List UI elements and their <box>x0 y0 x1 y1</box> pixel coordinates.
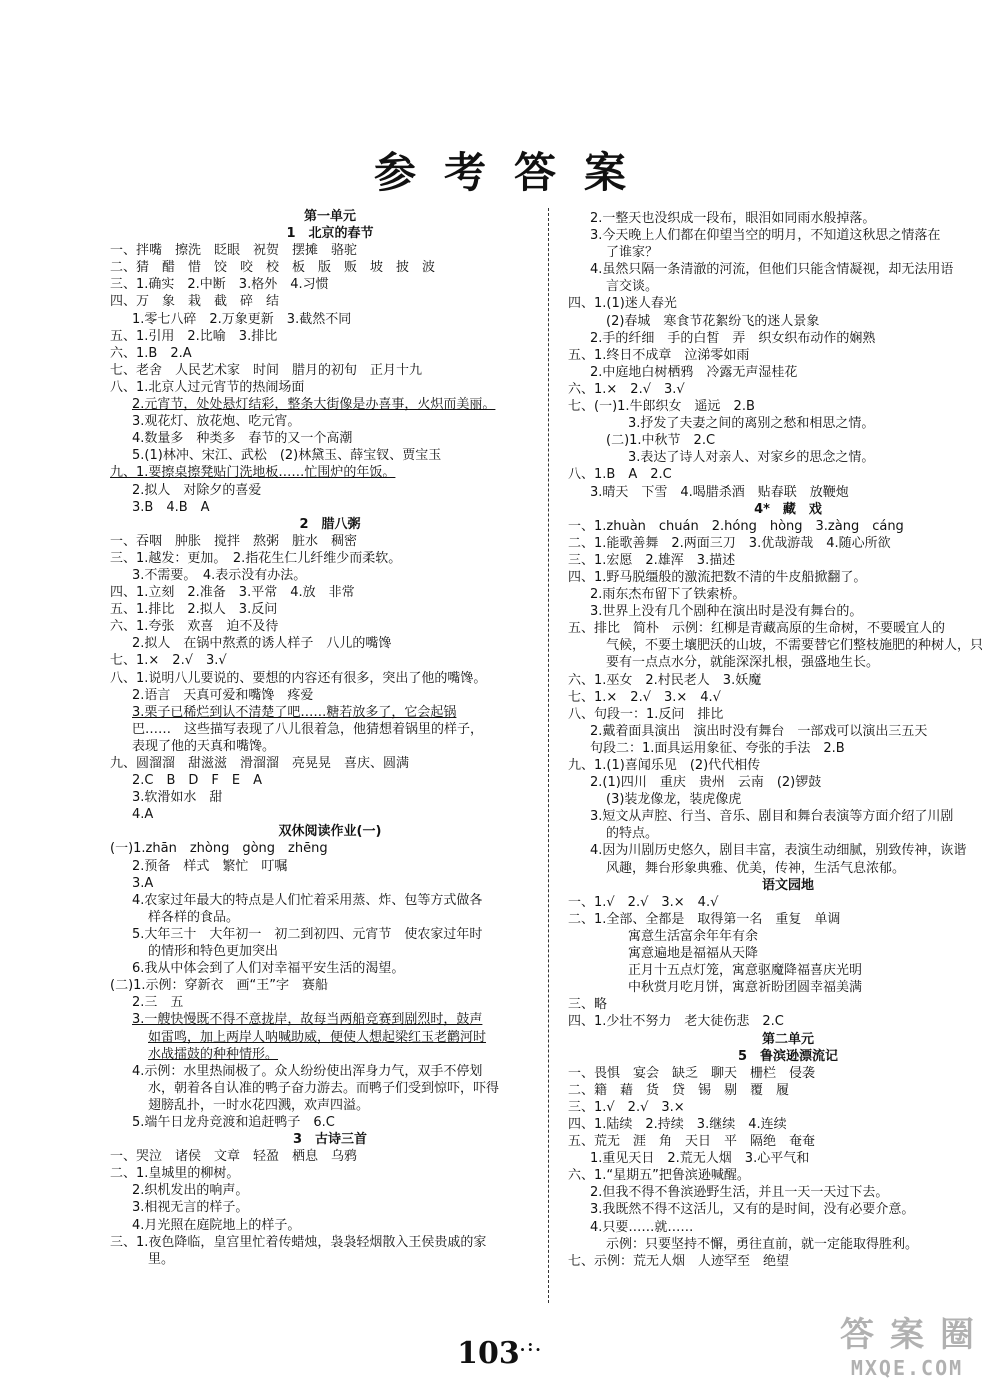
answer-line <box>110 960 550 977</box>
answer-text: 5.(1)林冲、宋江、武松 (2)林黛玉、薛宝钗、贾宝玉 <box>132 448 442 464</box>
answer-text: 2.手的纤细 手的白皙 弄 织女织布动作的娴熟 <box>590 330 876 346</box>
answer-text: 2.一整天也没织成一段布，眼泪如同雨水般掉落。 <box>590 211 876 226</box>
answer-line <box>110 755 550 772</box>
section-heading <box>568 501 1000 518</box>
answer-line <box>110 1199 550 1216</box>
section-heading <box>568 1048 1000 1065</box>
answer-line <box>110 1182 550 1199</box>
answer-text: 三、1.越发：更加。 2.指花生仁儿纤维少而柔软。 <box>110 550 402 566</box>
answer-line <box>568 586 1000 603</box>
answer-line <box>568 962 1000 979</box>
column-divider <box>548 208 549 1303</box>
answer-line <box>110 311 550 328</box>
answer-line <box>568 484 1000 501</box>
answer-line <box>110 772 550 789</box>
answer-text: 四、1.陆续 2.持续 3.继续 4.连续 <box>568 1116 787 1132</box>
answer-line <box>568 1219 1000 1236</box>
answer-text: 六、1.巫女 2.村民老人 3.妖魔 <box>568 672 762 688</box>
answer-line <box>110 687 550 704</box>
answer-line <box>568 791 1000 808</box>
answer-text: 2.戴着面具演出 演出时没有舞台 一部戏可以演出三五天 <box>590 723 928 739</box>
answer-line <box>110 345 550 362</box>
answer-line <box>568 706 1000 723</box>
answer-line <box>568 1253 1000 1270</box>
answer-text: 2.拟人 对除夕的喜爱 <box>132 482 262 498</box>
watermark-logo <box>832 1307 982 1387</box>
answer-text: 要有一点点水分，就能深深扎根，强盛地生长。 <box>606 655 880 671</box>
left-column <box>110 208 550 1268</box>
answer-text: 第一单元 <box>303 209 356 224</box>
answer-line <box>110 1063 550 1080</box>
answer-line <box>110 482 550 499</box>
answer-text: 第二单元 <box>761 1031 814 1047</box>
answer-text: 七、1.× 2.√ 3.× 4.√ <box>568 689 721 705</box>
answer-text: 三、1.夜色降临，皇宫里忙着传蜡烛，袅袅轻烟散入王侯贵戚的家 <box>110 1234 487 1250</box>
answer-text: 3.相视无言的样子。 <box>132 1200 249 1216</box>
answer-line <box>568 945 1000 962</box>
section-heading <box>568 1031 1000 1048</box>
answer-text: 1.重见天日 2.荒无人烟 3.心平气和 <box>590 1151 810 1167</box>
answer-line <box>568 1201 1000 1218</box>
answer-line <box>110 328 550 345</box>
answer-line <box>568 210 1000 227</box>
answer-line <box>568 449 1000 466</box>
answer-line <box>110 430 550 447</box>
answer-line <box>110 840 550 857</box>
answer-text: 三、1.√ 2.√ 3.× <box>568 1099 685 1115</box>
answer-line <box>568 1082 1000 1099</box>
answer-text: 九、圆溜溜 甜滋滋 滑溜溜 亮晃晃 喜庆、圆满 <box>110 756 410 771</box>
answer-line <box>568 330 1000 347</box>
watermark-site: MXQE.COM <box>850 1356 964 1380</box>
answer-line <box>110 1114 550 1131</box>
answer-text: 里。 <box>148 1251 175 1267</box>
answer-line <box>110 909 550 926</box>
answer-line <box>110 721 550 738</box>
answer-text: 3.晴天 下雪 4.喝腊杀酒 贴春联 放鞭炮 <box>590 484 849 500</box>
answer-line <box>110 584 550 601</box>
answer-text: 3 古诗三首 <box>292 1132 368 1148</box>
answer-line <box>110 276 550 293</box>
answer-line <box>568 535 1000 552</box>
answer-text: (一)1.zhān zhòng gòng zhēng <box>110 841 328 857</box>
answer-line <box>568 466 1000 483</box>
answer-text: 六、1.夸张 欢喜 迫不及待 <box>110 619 279 635</box>
answer-text: 翅膀乱扑，一时水花四溅，欢声四溢。 <box>148 1097 370 1113</box>
answer-text: 一、1.zhuàn chuán 2.hóng hòng 3.zàng cáng <box>568 518 904 534</box>
answer-text: 四、1.野马脱缰般的激流把数不清的牛皮船掀翻了。 <box>568 569 867 585</box>
answer-line <box>110 1217 550 1234</box>
answer-line <box>568 347 1000 364</box>
answer-text: 2.雨东杰布留下了铁索桥。 <box>590 587 746 603</box>
answer-text: 1 北京的春节 <box>286 226 374 242</box>
answer-text: 如雷鸣，加上两岸人呐喊助威，便使人想起梁红玉老鹳河时 <box>148 1029 487 1045</box>
answer-text: 寓意生活富余年年有余 <box>628 928 759 944</box>
answer-line <box>110 806 550 823</box>
answer-text: 3.一艘快慢既不得不意拢岸，故每当两船竞赛到剧烈时，鼓声 <box>132 1012 483 1028</box>
answer-line <box>110 738 550 755</box>
answer-line <box>110 670 550 687</box>
answer-text: 3.栗子已稀烂到认不清楚了吧……糖若放多了，它会起锅 <box>132 704 457 720</box>
answer-text: 六、1.B 2.A <box>110 345 192 361</box>
answer-text: 4.农家过年最大的特点是人们忙着采用蒸、炸、包等方式做各 <box>132 892 483 908</box>
answer-line <box>568 227 1000 244</box>
section-heading <box>110 225 550 242</box>
watermark-char: 案 <box>890 1315 924 1355</box>
answer-line <box>568 996 1000 1013</box>
answer-text: 寓意遍地是福福从天降 <box>628 946 759 962</box>
answer-line <box>110 1011 550 1028</box>
answer-line <box>568 911 1000 928</box>
answer-text: 正月十五点灯笼，寓意驱魔降福喜庆光明 <box>628 963 863 979</box>
answer-line <box>568 1236 1000 1253</box>
answer-line <box>568 364 1000 381</box>
section-heading <box>568 877 1000 894</box>
answer-text: 4* 藏 戏 <box>754 501 822 517</box>
section-heading <box>110 1131 550 1148</box>
section-heading <box>110 208 550 225</box>
answer-line <box>110 293 550 310</box>
answer-line <box>568 672 1000 689</box>
answer-text: 5 鲁滨逊漂流记 <box>737 1048 839 1064</box>
answer-text: 3.短文从声腔、行当、音乐、剧目和舞台表演等方面介绍了川剧 <box>590 809 954 825</box>
answer-line <box>110 379 550 396</box>
answer-text: 4.A <box>132 807 154 823</box>
answer-line <box>110 994 550 1011</box>
answer-text: 2.拟人 在锅中熬煮的诱人样子 八儿的嘴馋 <box>132 636 392 652</box>
answer-line <box>568 398 1000 415</box>
answer-text: 4.虽然只隔一条清澈的河流，但他们只能含情凝视，却无法用语 <box>590 262 954 278</box>
answer-text: 2.三 五 <box>132 995 184 1011</box>
answer-line <box>568 313 1000 330</box>
answer-line <box>110 1080 550 1097</box>
answer-text: 八、1.B A 2.C <box>568 467 672 483</box>
answer-text: 3.世界上没有几个剧种在演出时是没有舞台的。 <box>590 604 863 620</box>
answer-line <box>110 601 550 618</box>
answer-text: 2.C B D F E A <box>132 773 262 789</box>
answer-text: 一、吞咽 肿胀 搅拌 熬粥 脏水 稠密 <box>110 533 358 549</box>
answer-line <box>568 1133 1000 1150</box>
answer-line <box>110 858 550 875</box>
answer-text: 3.今天晚上人们都在仰望当空的明月，不知道这秋思之情落在 <box>590 228 941 244</box>
answer-line <box>110 447 550 464</box>
answer-line <box>110 413 550 430</box>
answer-text: 3.表达了诗人对亲人、对家乡的思念之情。 <box>628 450 875 466</box>
answer-text: 五、荒无 涯 角 天日 平 隔绝 奄奄 <box>568 1134 816 1150</box>
answer-line <box>568 620 1000 637</box>
answer-line <box>568 1184 1000 1201</box>
answer-text: 风趣，舞台形象典雅、优美，传神，生活气息浓郁。 <box>606 860 906 876</box>
answer-text: 6.我从中体会到了人们对幸福平安生活的渴望。 <box>132 961 405 977</box>
answer-text: 的特点。 <box>606 826 659 842</box>
answer-text: 三、1.确实 2.中断 3.格外 4.习惯 <box>110 277 329 293</box>
answer-line <box>568 415 1000 432</box>
answer-text: 七、(一)1.牛郎织女 遥远 2.B <box>568 399 755 415</box>
answer-text: (二)1.中秋节 2.C <box>606 433 716 449</box>
answer-text: 六、1.× 2.√ 3.√ <box>568 381 685 397</box>
answer-text: 4.只要……就…… <box>590 1219 694 1235</box>
answer-text: 5.端午日龙舟竞渡和追赶鸭子 6.C <box>132 1114 335 1130</box>
answer-line <box>568 894 1000 911</box>
answer-text: 中秋赏月吃月饼，寓意祈盼团圆幸福美满 <box>628 980 863 996</box>
watermark-char: 答 <box>840 1315 874 1355</box>
answer-line <box>110 652 550 669</box>
answer-text: 二、1.全部、全都是 取得第一名 重复 单调 <box>568 911 841 927</box>
answer-line <box>568 603 1000 620</box>
answer-line <box>110 242 550 259</box>
answer-text: 五、1.引用 2.比喻 3.排比 <box>110 328 278 344</box>
answer-text: 二、猜 醋 惜 饺 咬 校 板 版 贩 坡 披 波 <box>110 260 436 276</box>
watermark-char: 圈 <box>940 1315 974 1355</box>
answer-text: 3.观花灯、放花炮、吃元宵。 <box>132 414 301 430</box>
answer-text: 七、老舍 人民艺术家 时间 腊月的初旬 正月十九 <box>110 362 423 378</box>
answer-text: 九、1.要擦桌擦凳贴门洗地板……忙围炉的年饭。 <box>110 465 396 481</box>
answer-text: 一、哭泣 诸侯 文章 轻盈 栖息 乌鸦 <box>110 1149 358 1165</box>
answer-text: 九、1.(1)喜闻乐见 (2)代代相传 <box>568 758 761 773</box>
answer-line <box>110 464 550 481</box>
answer-line <box>568 1116 1000 1133</box>
answer-text: 2.语言 天真可爱和嘴馋 疼爱 <box>132 687 314 703</box>
answer-text: 二、1.皇城里的柳树。 <box>110 1166 240 1182</box>
answer-text: 巴…… 这些描写表现了八儿很着急，他猜想着锅里的样子， <box>132 721 484 737</box>
answer-line <box>110 533 550 550</box>
answer-line <box>110 943 550 960</box>
section-heading <box>110 516 550 533</box>
answer-line <box>110 259 550 276</box>
answer-line <box>568 261 1000 278</box>
answer-text: 3.B 4.B A <box>132 499 210 515</box>
answer-line <box>110 635 550 652</box>
answer-line <box>110 875 550 892</box>
answer-text: 语文园地 <box>761 877 814 893</box>
answer-text: 4.数量多 种类多 春节的又一个高潮 <box>132 431 353 447</box>
answer-text: 样各样的食品。 <box>148 909 240 925</box>
answer-text: 4.因为川剧历史悠久，剧目丰富，表演生动细腻，别致传神，诙谐 <box>590 843 967 859</box>
answer-line <box>110 362 550 379</box>
answer-text: 3.软滑如水 甜 <box>132 790 223 806</box>
answer-text: 2 腊八粥 <box>299 516 361 532</box>
page-number <box>440 1336 560 1371</box>
answer-line <box>110 1029 550 1046</box>
answer-line <box>568 1167 1000 1184</box>
answer-text: 言交谈。 <box>606 279 659 295</box>
answer-text: (2)春城 寒食节花絮纷飞的迷人景象 <box>606 313 820 329</box>
answer-line <box>110 550 550 567</box>
answer-text: 2.(1)四川 重庆 贵州 云南 (2)锣鼓 <box>590 775 822 791</box>
answer-text: 四、1.(1)迷人春光 <box>568 296 677 312</box>
answer-text: 2.中庭地白树栖鸦 冷露无声湿桂花 <box>590 364 798 380</box>
answer-text: 3.我既然不得不这活儿，又有的是时间，没有必要介意。 <box>590 1202 915 1218</box>
answer-text: 1.零七八碎 2.万象更新 3.截然不同 <box>132 311 352 327</box>
answer-line <box>568 774 1000 791</box>
answer-line <box>568 244 1000 261</box>
answer-line <box>110 1251 550 1268</box>
answer-line <box>568 842 1000 859</box>
answer-line <box>568 825 1000 842</box>
answer-line <box>568 637 1000 654</box>
answer-text: 2.但我不得不鲁滨逊野生活，并且一天一天过下去。 <box>590 1185 889 1201</box>
answer-text: (3)装龙像龙，装虎像虎 <box>606 792 742 808</box>
answer-text: 八、句段一：1.反问 排比 <box>568 706 724 722</box>
answer-text: 2.织机发出的响声。 <box>132 1183 249 1199</box>
answer-line <box>110 789 550 806</box>
answer-text: 八、1.北京人过元宵节的热闹场面 <box>110 379 305 395</box>
answer-line <box>568 689 1000 706</box>
answer-line <box>568 518 1000 535</box>
answer-line <box>110 396 550 413</box>
page-title: 参考答案 <box>373 148 654 197</box>
answer-line <box>568 569 1000 586</box>
answer-text: 2.元宵节，处处悬灯结彩，整条大街像是办喜事，火炽而美丽。 <box>132 397 496 413</box>
answer-line <box>568 1099 1000 1116</box>
answer-text: 示例：只要坚持不懈，勇往直前，就一定能取得胜利。 <box>606 1236 919 1252</box>
answer-text: 2.预备 样式 繁忙 叮嘱 <box>132 858 288 874</box>
answer-text: 三、略 <box>568 997 608 1013</box>
answer-line <box>110 977 550 994</box>
answer-text: 二、籍 藉 货 贷 锡 剔 覆 履 <box>568 1082 790 1098</box>
answer-line <box>110 926 550 943</box>
page-number-dots-icon: .:. <box>519 1336 543 1355</box>
answer-text: 六、1.“星期五”把鲁滨逊喊醒。 <box>568 1168 750 1184</box>
answer-text: 五、1.终日不成章 泣涕零如雨 <box>568 347 750 363</box>
answer-text: 四、1.立刻 2.准备 3.平常 4.放 非常 <box>110 585 355 601</box>
answer-line <box>568 808 1000 825</box>
answer-line <box>568 278 1000 295</box>
answer-text: 一、畏惧 宴会 缺乏 聊天 栅栏 侵袭 <box>568 1065 816 1081</box>
answer-text: (二)1.示例：穿新衣 画“王”字 赛船 <box>110 978 329 994</box>
answer-line <box>110 1097 550 1114</box>
answer-text: 三、1.宏愿 2.雄浑 3.描述 <box>568 552 736 568</box>
answer-text: 水战擂鼓的种种情形。 <box>148 1046 279 1062</box>
answer-line <box>568 979 1000 996</box>
answer-line <box>568 1013 1000 1030</box>
answer-line <box>568 1150 1000 1167</box>
answer-line <box>568 654 1000 671</box>
answer-line <box>568 757 1000 774</box>
answer-text: 七、示例：荒无人烟 人迹罕至 绝望 <box>568 1253 790 1269</box>
answer-line <box>568 552 1000 569</box>
answer-line <box>110 1148 550 1165</box>
answer-text: 一、1.√ 2.√ 3.× 4.√ <box>568 894 719 910</box>
right-column <box>568 210 1000 1270</box>
answer-text: 表现了他的天真和嘴馋。 <box>132 738 276 754</box>
answer-line <box>568 740 1000 757</box>
answer-text: 3.不需要。 4.表示没有办法。 <box>132 567 307 583</box>
answer-line <box>568 928 1000 945</box>
answer-text: 双休阅读作业(一) <box>278 824 382 840</box>
answer-text: 八、1.说明八儿要说的、要想的内容还有很多，突出了他的嘴馋。 <box>110 670 487 686</box>
answer-line <box>568 295 1000 312</box>
answer-text: 4.示例：水里热闹极了。众人纷纷使出浑身力气，双手不停划 <box>132 1063 483 1079</box>
answer-line <box>110 1165 550 1182</box>
answer-text: 3.抒发了夫妻之间的离别之愁和相思之情。 <box>628 416 875 432</box>
answer-text: 水，朝着各自认准的鸭子奋力游去。而鸭子们受到惊吓，吓得 <box>148 1080 500 1096</box>
answer-line <box>110 1046 550 1063</box>
answer-line <box>110 499 550 516</box>
page-number-value: 103 <box>457 1336 520 1371</box>
answer-line <box>568 1065 1000 1082</box>
answer-text: 二、1.能歌善舞 2.两面三刀 3.优哉游哉 4.随心所欲 <box>568 535 891 551</box>
answer-text: 四、1.少壮不努力 老大徒伤悲 2.C <box>568 1014 784 1030</box>
answer-line <box>568 723 1000 740</box>
answer-text: 5.大年三十 大年初一 初二到初四、元宵节 使农家过年时 <box>132 926 483 942</box>
answer-text: 4.月光照在庭院地上的样子。 <box>132 1217 301 1233</box>
answer-line <box>568 860 1000 877</box>
answer-text: 五、1.排比 2.拟人 3.反问 <box>110 602 278 618</box>
answer-line <box>110 704 550 721</box>
answer-text: 句段二：1.面具运用象征、夸张的手法 2.B <box>590 740 845 756</box>
answer-line <box>110 618 550 635</box>
section-heading <box>110 823 550 840</box>
answer-text: 气候，不要土壤肥沃的山坡，不需要替它们整枝施肥的种树人，只 <box>606 638 984 654</box>
answer-text: 了谁家？ <box>606 245 659 261</box>
answer-text: 四、万 象 栽 截 碎 结 <box>110 294 280 310</box>
answer-line <box>110 892 550 909</box>
answer-line <box>568 381 1000 398</box>
answer-text: 3.A <box>132 875 154 891</box>
answer-text: 七、1.× 2.√ 3.√ <box>110 653 227 669</box>
answer-text: 五、排比 简朴 示例：红柳是青藏高原的生命树，不要暖宜人的 <box>568 621 946 637</box>
answer-text: 的情形和特色更加突出 <box>148 944 279 960</box>
answer-line <box>110 567 550 584</box>
answer-line <box>568 432 1000 449</box>
answer-text: 一、拌嘴 擦洗 眨眼 祝贺 摆摊 骆驼 <box>110 243 358 259</box>
answer-line <box>110 1234 550 1251</box>
